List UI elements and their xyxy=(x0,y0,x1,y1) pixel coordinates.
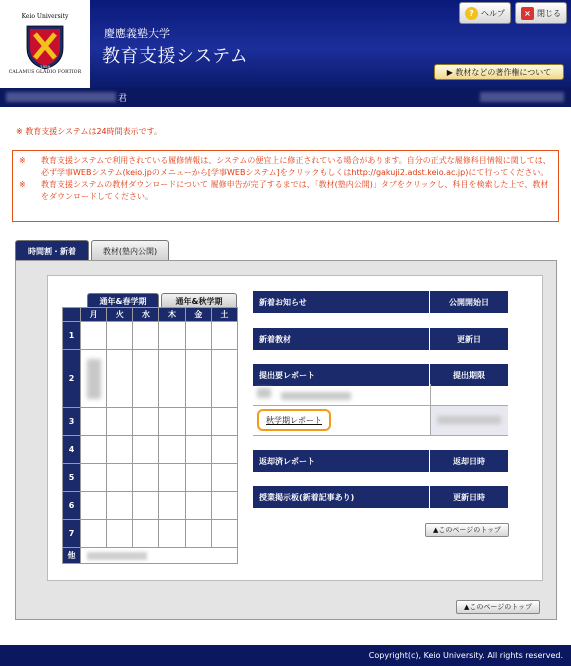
app-title: 教育支援システム xyxy=(102,46,249,67)
user-name-suffix: 君 xyxy=(118,94,128,104)
help-label: ヘルプ xyxy=(481,8,505,18)
timetable-cell xyxy=(81,464,107,492)
svg-text:1858: 1858 xyxy=(39,64,51,69)
header xyxy=(0,0,571,88)
help-button[interactable] xyxy=(459,2,511,24)
table-row xyxy=(63,520,238,548)
timetable-cell xyxy=(159,436,185,464)
report-course-redacted xyxy=(257,388,271,398)
corner-cell xyxy=(63,308,81,322)
report-cell xyxy=(253,406,430,435)
table-row xyxy=(63,464,238,492)
returned-header xyxy=(253,450,508,472)
period-label: 5 xyxy=(63,464,81,492)
footer xyxy=(0,645,571,666)
page-top-button[interactable]: ▲このページのトップ xyxy=(425,523,509,537)
university-logo xyxy=(0,0,90,88)
timetable-cell xyxy=(81,520,107,548)
period-label: 1 xyxy=(63,322,81,350)
timetable-cell xyxy=(159,492,185,520)
table-row xyxy=(63,436,238,464)
timetable-header-row xyxy=(63,308,238,322)
page-top-button[interactable]: ▲このページのトップ xyxy=(456,600,540,614)
timetable xyxy=(62,307,238,564)
news-title: 新着お知らせ xyxy=(253,291,430,313)
tab-timetable[interactable]: 時間割・新着 xyxy=(15,240,89,261)
day-header: 木 xyxy=(159,308,185,322)
timetable-cell xyxy=(107,464,133,492)
table-row xyxy=(63,408,238,436)
timetable-cell xyxy=(81,492,107,520)
timetable-cell xyxy=(107,520,133,548)
close-label: 閉じる xyxy=(537,8,561,18)
notice-box xyxy=(12,150,559,222)
timetable-cell xyxy=(211,436,237,464)
close-button[interactable] xyxy=(515,2,567,24)
materials-date-column: 更新日 xyxy=(457,334,481,344)
day-header: 水 xyxy=(133,308,159,322)
returned-title: 返却済レポート xyxy=(253,450,430,472)
notice-text: 教育支援システムの教材ダウンロードについて 履修申告が完了するまでは、「教材(塾内公開)」タブをクリックし、科目を検索した上で、教材をダウンロードしてください。 xyxy=(41,180,549,201)
timetable-cell xyxy=(133,408,159,436)
timetable-cell xyxy=(81,322,107,350)
day-header: 金 xyxy=(185,308,211,322)
time-notice-text: 教育支援システムは24時間表示です。 xyxy=(25,127,162,136)
timetable-cell xyxy=(159,520,185,548)
course-redacted xyxy=(87,359,101,399)
notice-mark: ※ xyxy=(19,180,26,189)
period-label: 6 xyxy=(63,492,81,520)
timetable-cell xyxy=(185,520,211,548)
timetable-cell xyxy=(211,350,237,408)
reports-title: 提出要レポート xyxy=(253,364,430,386)
timetable-cell xyxy=(185,492,211,520)
tab-autumn-semester[interactable]: 通年&秋学期 xyxy=(161,293,237,308)
period-label-other: 他 xyxy=(63,548,81,564)
table-row xyxy=(63,548,238,564)
notice-mark: ※ xyxy=(19,156,26,165)
period-label: 4 xyxy=(63,436,81,464)
copyright-text: Copyright(c), Keio University. All rights reserved. xyxy=(368,651,563,660)
reports-header xyxy=(253,364,508,386)
board-date-column: 更新日時 xyxy=(453,492,485,502)
timetable-cell xyxy=(107,492,133,520)
table-row xyxy=(253,406,508,436)
timetable-cell xyxy=(107,436,133,464)
date-redacted xyxy=(480,92,564,102)
notice-item xyxy=(19,155,552,179)
report-link[interactable]: 秋学期レポート xyxy=(266,415,322,425)
table-row xyxy=(63,322,238,350)
timetable-cell xyxy=(107,408,133,436)
help-icon: ? xyxy=(465,7,478,20)
board-header xyxy=(253,486,508,508)
logo-university-text: Keio University xyxy=(21,13,69,20)
timetable-cell xyxy=(133,322,159,350)
timetable-cell xyxy=(107,350,133,408)
report-link-highlight[interactable] xyxy=(257,409,331,431)
notice-mark: ※ xyxy=(16,127,23,136)
timetable-cell xyxy=(185,322,211,350)
timetable-cell xyxy=(211,520,237,548)
table-row xyxy=(63,350,238,408)
materials-header xyxy=(253,328,508,350)
day-header: 土 xyxy=(211,308,237,322)
copyright-info-button[interactable]: ▶ 教材などの著作権について xyxy=(434,64,564,80)
materials-title: 新着教材 xyxy=(253,328,430,350)
timetable-cell xyxy=(133,520,159,548)
timetable-cell xyxy=(211,464,237,492)
returned-date-column: 返却日時 xyxy=(453,456,485,466)
logo-motto: CALAMUS GLADIO FORTIOR xyxy=(8,70,82,75)
timetable-cell xyxy=(211,492,237,520)
tab-materials[interactable]: 教材(塾内公開) xyxy=(91,240,169,261)
other-courses-cell xyxy=(81,548,238,564)
app-subtitle: 慶應義塾大学 xyxy=(104,27,170,40)
course-redacted xyxy=(87,552,147,560)
timetable-cell xyxy=(81,408,107,436)
shield-icon xyxy=(25,24,65,70)
table-row xyxy=(253,384,508,406)
report-deadline-cell xyxy=(430,406,508,435)
timetable-cell xyxy=(133,464,159,492)
timetable-cell xyxy=(185,408,211,436)
user-bar xyxy=(0,88,571,107)
table-row xyxy=(63,492,238,520)
timetable-cell xyxy=(159,350,185,408)
report-cell xyxy=(253,384,430,405)
timetable-cell xyxy=(107,322,133,350)
deadline-redacted xyxy=(437,416,501,424)
period-label: 3 xyxy=(63,408,81,436)
timetable-cell xyxy=(133,350,159,408)
timetable-cell xyxy=(211,322,237,350)
day-header: 火 xyxy=(107,308,133,322)
timetable-cell xyxy=(185,464,211,492)
timetable-cell[interactable] xyxy=(81,350,107,408)
close-icon: × xyxy=(521,7,534,20)
news-date-column: 公開開始日 xyxy=(449,297,489,307)
timetable-cell xyxy=(185,350,211,408)
tab-spring-semester[interactable]: 通年&春学期 xyxy=(87,293,159,308)
timetable-cell xyxy=(159,464,185,492)
reports-date-column: 提出期限 xyxy=(453,370,485,380)
user-name-redacted xyxy=(6,92,116,102)
notice-item xyxy=(19,179,552,203)
period-label: 7 xyxy=(63,520,81,548)
notice-text: 教育支援システムで利用されている履修情報は、システムの便宜上に修正されている場合があります。自分の正式な履修科目情報に関しては、必ず学事WEBシステム(keio.jpのメニューから[学事WEBシステム]をクリックもしくはhttp://gakuji2.adst.keio.ac.jp)にて行ってください。 xyxy=(41,156,551,177)
timetable-cell xyxy=(211,408,237,436)
timetable-cell xyxy=(81,436,107,464)
timetable-cell xyxy=(185,436,211,464)
day-header: 月 xyxy=(81,308,107,322)
board-title: 授業掲示板(新着記事あり) xyxy=(253,486,430,508)
period-label: 2 xyxy=(63,350,81,408)
report-deadline-cell xyxy=(430,384,508,405)
news-header xyxy=(253,291,508,313)
time-notice xyxy=(16,126,162,137)
timetable-cell xyxy=(133,436,159,464)
timetable-cell xyxy=(159,322,185,350)
timetable-cell xyxy=(159,408,185,436)
report-course-redacted xyxy=(281,392,351,400)
timetable-cell xyxy=(133,492,159,520)
